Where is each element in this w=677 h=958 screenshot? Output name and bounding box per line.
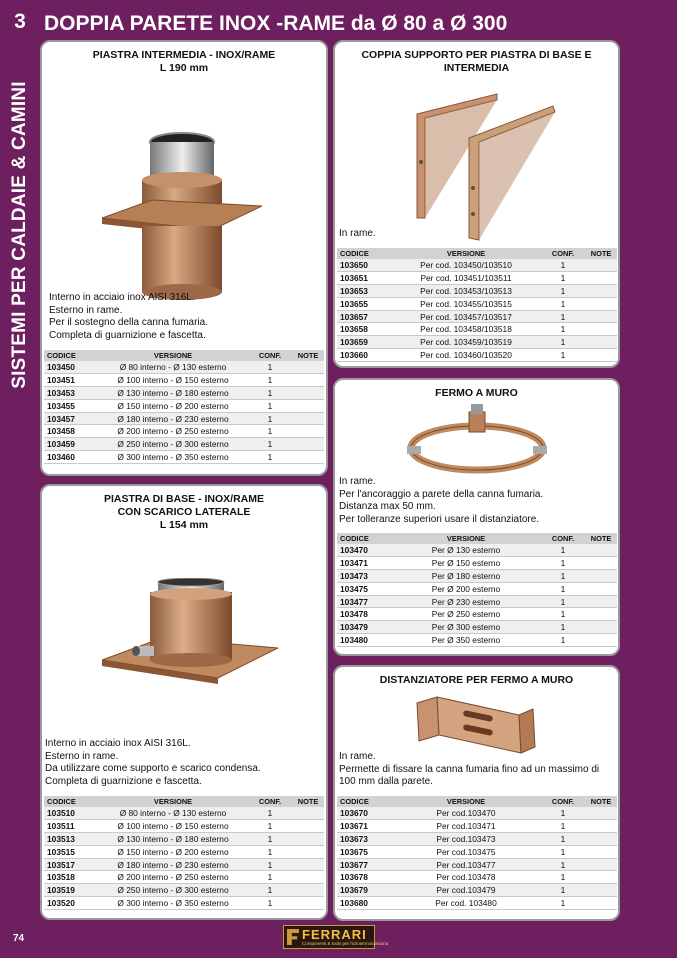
row-note	[292, 897, 324, 910]
table-header-row	[44, 796, 324, 807]
table-row	[44, 425, 324, 438]
row-code: 103459	[44, 438, 98, 451]
header-version: VERSIONE	[98, 796, 248, 807]
row-version: Per Ø 250 esterno	[391, 608, 541, 621]
row-note	[585, 349, 617, 362]
card-title	[335, 380, 618, 400]
row-version: Per cod. 103480	[391, 897, 541, 910]
row-note	[292, 858, 324, 871]
row-note	[585, 845, 617, 858]
row-note	[585, 833, 617, 846]
row-note	[292, 845, 324, 858]
table-row	[44, 412, 324, 425]
row-code: 103471	[337, 557, 391, 570]
header-conf: CONF.	[248, 796, 292, 807]
row-version: Ø 180 interno - Ø 230 esterno	[98, 412, 248, 425]
row-note	[585, 634, 617, 647]
row-conf: 1	[541, 272, 585, 285]
row-version: Per Ø 230 esterno	[391, 595, 541, 608]
row-note	[292, 833, 324, 846]
row-code: 103480	[337, 634, 391, 647]
row-version: Ø 100 interno - Ø 150 esterno	[98, 820, 248, 833]
table-row	[337, 285, 617, 298]
row-code: 103477	[337, 595, 391, 608]
description-line: Da utilizzare come supporto e scarico condensa.	[45, 763, 261, 774]
row-conf: 1	[541, 845, 585, 858]
row-conf: 1	[541, 259, 585, 272]
row-version: Per cod. 103460/103520	[391, 349, 541, 362]
card-title-line: PIASTRA DI BASE - INOX/RAME	[103, 493, 265, 505]
card-title	[335, 667, 618, 687]
card-description	[339, 751, 599, 789]
spec-table	[337, 248, 617, 362]
row-conf: 1	[541, 582, 585, 595]
card-coppia-supporto	[333, 40, 620, 368]
row-conf: 1	[248, 858, 292, 871]
header-code: CODICE	[337, 248, 391, 259]
row-version: Per Ø 300 esterno	[391, 621, 541, 634]
row-version: Per cod. 103455/103515	[391, 297, 541, 310]
description-line: Interno in acciaio inox AISI 316L.	[49, 292, 195, 303]
row-code: 103517	[44, 858, 98, 871]
row-version: Ø 250 interno - Ø 300 esterno	[98, 884, 248, 897]
row-conf: 1	[248, 820, 292, 833]
spec-table	[44, 796, 324, 910]
description-line: In rame.	[339, 228, 376, 239]
table-row	[337, 858, 617, 871]
row-version: Ø 300 interno - Ø 350 esterno	[98, 897, 248, 910]
table-row	[44, 884, 324, 897]
table-row	[337, 557, 617, 570]
header-code: CODICE	[337, 533, 391, 544]
row-code: 103475	[337, 582, 391, 595]
header-note: NOTE	[585, 248, 617, 259]
row-code: 103460	[44, 451, 98, 464]
row-version: Per cod. 103457/103517	[391, 310, 541, 323]
row-version: Ø 200 interno - Ø 250 esterno	[98, 425, 248, 438]
row-conf: 1	[541, 336, 585, 349]
row-conf: 1	[248, 399, 292, 412]
row-code: 103653	[337, 285, 391, 298]
row-note	[585, 858, 617, 871]
row-conf: 1	[541, 349, 585, 362]
card-title-line: COPPIA SUPPORTO PER PIASTRA DI BASE E	[361, 49, 592, 61]
card-title-line: DISTANZIATORE PER FERMO A MURO	[379, 674, 574, 686]
row-conf: 1	[541, 557, 585, 570]
piastra-base-illustration	[102, 578, 278, 690]
table-row	[337, 272, 617, 285]
row-note	[292, 361, 324, 374]
row-note	[585, 582, 617, 595]
row-code: 103511	[44, 820, 98, 833]
header-version: VERSIONE	[391, 796, 541, 807]
table-row	[337, 897, 617, 910]
page-title: DOPPIA PARETE INOX -RAME da Ø 80 a Ø 300	[44, 12, 508, 35]
row-version: Per cod.103471	[391, 820, 541, 833]
row-version: Per cod.103475	[391, 845, 541, 858]
table-row	[337, 608, 617, 621]
row-version: Ø 150 interno - Ø 200 esterno	[98, 399, 248, 412]
row-note	[292, 387, 324, 400]
brand-mark-icon	[287, 929, 299, 945]
table-header-row	[44, 350, 324, 361]
card-title-line: INTERMEDIA	[443, 62, 510, 74]
spec-table	[337, 796, 617, 910]
row-conf: 1	[541, 621, 585, 634]
row-version: Per Ø 180 esterno	[391, 570, 541, 583]
coppia-supporto-illustration	[413, 92, 563, 242]
description-line: Esterno in rame.	[45, 750, 119, 762]
row-conf: 1	[541, 807, 585, 820]
row-code: 103660	[337, 349, 391, 362]
card-piastra-intermedia	[40, 40, 328, 476]
brand-tagline: Componenti & tools per l'idrotermosanitaria	[302, 941, 389, 946]
row-note	[292, 399, 324, 412]
row-code: 103680	[337, 897, 391, 910]
row-code: 103655	[337, 297, 391, 310]
row-conf: 1	[541, 833, 585, 846]
description-line: In rame.	[339, 751, 376, 762]
row-note	[292, 451, 324, 464]
table-row	[337, 582, 617, 595]
row-conf: 1	[248, 438, 292, 451]
row-note	[585, 557, 617, 570]
row-conf: 1	[541, 608, 585, 621]
table-row	[44, 897, 324, 910]
row-conf: 1	[248, 451, 292, 464]
header-note: NOTE	[292, 796, 324, 807]
row-note	[585, 820, 617, 833]
row-note	[585, 259, 617, 272]
row-conf: 1	[248, 374, 292, 387]
row-version: Per cod. 103453/103513	[391, 285, 541, 298]
header-version: VERSIONE	[98, 350, 248, 361]
description-line: Esterno in rame.	[49, 304, 123, 316]
row-version: Per cod. 103459/103519	[391, 336, 541, 349]
row-conf: 1	[248, 412, 292, 425]
row-note	[585, 310, 617, 323]
header-code: CODICE	[44, 796, 98, 807]
row-conf: 1	[541, 310, 585, 323]
table-row	[44, 807, 324, 820]
card-title-line: CON SCARICO LATERALE	[117, 506, 251, 518]
description-line: Completa di guarnizione e fascetta.	[49, 329, 206, 341]
side-section-label-text: SISTEMI PER CALDAIE & CAMINI	[9, 81, 30, 389]
table-row	[337, 884, 617, 897]
row-code: 103658	[337, 323, 391, 336]
row-code: 103470	[337, 544, 391, 557]
row-conf: 1	[541, 323, 585, 336]
description-line: In rame.	[339, 476, 376, 487]
header-version: VERSIONE	[391, 248, 541, 259]
row-note	[585, 272, 617, 285]
card-title-line: PIASTRA INTERMEDIA - INOX/RAME	[92, 49, 276, 61]
row-conf: 1	[541, 285, 585, 298]
row-code: 103450	[44, 361, 98, 374]
row-note	[585, 595, 617, 608]
header-note: NOTE	[585, 533, 617, 544]
row-conf: 1	[248, 425, 292, 438]
row-note	[585, 297, 617, 310]
row-conf: 1	[541, 820, 585, 833]
row-note	[585, 884, 617, 897]
row-code: 103671	[337, 820, 391, 833]
row-conf: 1	[248, 361, 292, 374]
page-number: 74	[13, 933, 25, 944]
card-piastra-base	[40, 484, 328, 920]
row-version: Per cod. 103458/103518	[391, 323, 541, 336]
table-row	[44, 361, 324, 374]
row-note	[585, 807, 617, 820]
row-conf: 1	[248, 387, 292, 400]
row-note	[585, 336, 617, 349]
row-version: Per cod.103473	[391, 833, 541, 846]
description-line: Per tolleranze superiori usare il distanziatore.	[339, 513, 540, 525]
table-row	[337, 349, 617, 362]
table-row	[337, 297, 617, 310]
table-row	[44, 845, 324, 858]
row-conf: 1	[248, 871, 292, 884]
row-note	[585, 897, 617, 910]
card-title	[42, 42, 326, 75]
row-version: Ø 100 interno - Ø 150 esterno	[98, 374, 248, 387]
row-note	[292, 412, 324, 425]
row-code: 103510	[44, 807, 98, 820]
spec-table	[337, 533, 617, 647]
table-row	[337, 807, 617, 820]
row-code: 103451	[44, 374, 98, 387]
row-conf: 1	[541, 897, 585, 910]
table-row	[337, 621, 617, 634]
row-code: 103675	[337, 845, 391, 858]
row-code: 103519	[44, 884, 98, 897]
row-version: Per cod. 103450/103510	[391, 259, 541, 272]
row-code: 103673	[337, 833, 391, 846]
row-conf: 1	[541, 570, 585, 583]
row-note	[292, 425, 324, 438]
table-header-row	[337, 533, 617, 544]
table-row	[337, 323, 617, 336]
row-conf: 1	[541, 297, 585, 310]
spec-table	[44, 350, 324, 464]
row-note	[292, 438, 324, 451]
row-version: Ø 180 interno - Ø 230 esterno	[98, 858, 248, 871]
table-row	[44, 399, 324, 412]
row-conf: 1	[248, 845, 292, 858]
description-line: Distanza max 50 mm.	[339, 501, 436, 512]
card-title	[335, 42, 618, 75]
row-version: Ø 130 interno - Ø 180 esterno	[98, 833, 248, 846]
row-version: Ø 250 interno - Ø 300 esterno	[98, 438, 248, 451]
row-code: 103513	[44, 833, 98, 846]
piastra-intermedia-illustration	[102, 126, 262, 306]
card-title-line: L 154 mm	[159, 519, 209, 531]
row-version: Per Ø 200 esterno	[391, 582, 541, 595]
table-row	[44, 387, 324, 400]
row-code: 103678	[337, 871, 391, 884]
table-row	[44, 820, 324, 833]
row-code: 103478	[337, 608, 391, 621]
row-code: 103479	[337, 621, 391, 634]
row-code: 103520	[44, 897, 98, 910]
row-code: 103457	[44, 412, 98, 425]
row-version: Per cod. 103451/103511	[391, 272, 541, 285]
row-version: Per Ø 150 esterno	[391, 557, 541, 570]
row-code: 103458	[44, 425, 98, 438]
header-conf: CONF.	[541, 533, 585, 544]
description-line: Permette di fissare la canna fumaria fino ad un massimo di	[339, 763, 600, 775]
row-conf: 1	[541, 884, 585, 897]
card-description	[45, 738, 261, 788]
card-description	[339, 476, 543, 526]
row-conf: 1	[248, 807, 292, 820]
table-row	[337, 336, 617, 349]
row-code: 103650	[337, 259, 391, 272]
fermo-muro-illustration	[397, 402, 557, 478]
table-row	[337, 634, 617, 647]
row-conf: 1	[541, 871, 585, 884]
table-row	[337, 570, 617, 583]
row-version: Ø 200 interno - Ø 250 esterno	[98, 871, 248, 884]
card-distanziatore	[333, 665, 620, 921]
row-code: 103679	[337, 884, 391, 897]
card-title	[42, 486, 326, 532]
card-title-line: L 190 mm	[159, 62, 209, 74]
brand-logo	[283, 925, 389, 949]
table-row	[337, 310, 617, 323]
row-note	[585, 285, 617, 298]
table-row	[337, 544, 617, 557]
table-row	[337, 259, 617, 272]
row-note	[585, 621, 617, 634]
description-line: Completa di guarnizione e fascetta.	[45, 775, 202, 787]
header-conf: CONF.	[541, 796, 585, 807]
row-code: 103473	[337, 570, 391, 583]
row-version: Ø 80 interno - Ø 130 esterno	[98, 361, 248, 374]
table-row	[337, 871, 617, 884]
row-code: 103651	[337, 272, 391, 285]
row-version: Per cod.103477	[391, 858, 541, 871]
row-version: Ø 300 interno - Ø 350 esterno	[98, 451, 248, 464]
row-code: 103659	[337, 336, 391, 349]
row-note	[585, 871, 617, 884]
table-row	[337, 595, 617, 608]
row-version: Per cod.103478	[391, 871, 541, 884]
row-version: Per Ø 130 esterno	[391, 544, 541, 557]
header-version: VERSIONE	[391, 533, 541, 544]
row-code: 103455	[44, 399, 98, 412]
row-note	[292, 884, 324, 897]
row-conf: 1	[248, 897, 292, 910]
row-version: Ø 80 interno - Ø 130 esterno	[98, 807, 248, 820]
chapter-number: 3	[14, 10, 26, 33]
row-note	[292, 807, 324, 820]
row-version: Ø 130 interno - Ø 180 esterno	[98, 387, 248, 400]
row-note	[585, 323, 617, 336]
description-line: Interno in acciaio inox AISI 316L.	[45, 738, 191, 749]
table-row	[44, 833, 324, 846]
table-row	[44, 858, 324, 871]
row-conf: 1	[541, 544, 585, 557]
description-line: 100 mm dalla parete.	[339, 776, 433, 787]
row-note	[585, 544, 617, 557]
table-row	[337, 820, 617, 833]
row-version: Per Ø 350 esterno	[391, 634, 541, 647]
row-conf: 1	[541, 858, 585, 871]
header-code: CODICE	[337, 796, 391, 807]
table-row	[44, 871, 324, 884]
row-code: 103453	[44, 387, 98, 400]
row-code: 103657	[337, 310, 391, 323]
row-note	[292, 871, 324, 884]
row-code: 103515	[44, 845, 98, 858]
distanziatore-illustration	[413, 695, 537, 757]
card-description	[339, 228, 376, 241]
header-conf: CONF.	[541, 248, 585, 259]
table-row	[44, 374, 324, 387]
description-line: Per il sostegno della canna fumaria.	[49, 317, 208, 328]
row-conf: 1	[248, 884, 292, 897]
row-code: 103670	[337, 807, 391, 820]
row-note	[292, 820, 324, 833]
row-version: Per cod.103470	[391, 807, 541, 820]
table-row	[44, 438, 324, 451]
row-code: 103518	[44, 871, 98, 884]
table-row	[44, 451, 324, 464]
header-note: NOTE	[292, 350, 324, 361]
row-conf: 1	[541, 595, 585, 608]
side-section-label	[5, 40, 35, 430]
header-note: NOTE	[585, 796, 617, 807]
header-conf: CONF.	[248, 350, 292, 361]
row-note	[585, 608, 617, 621]
table-header-row	[337, 796, 617, 807]
row-conf: 1	[541, 634, 585, 647]
card-title-line: FERMO A MURO	[435, 387, 518, 399]
table-row	[337, 833, 617, 846]
table-header-row	[337, 248, 617, 259]
row-conf: 1	[248, 833, 292, 846]
table-row	[337, 845, 617, 858]
header-code: CODICE	[44, 350, 98, 361]
row-note	[585, 570, 617, 583]
card-description	[49, 292, 208, 342]
description-line: Per l'ancoraggio a parete della canna fumaria.	[339, 488, 544, 500]
brand-name: FERRARI	[302, 927, 367, 942]
row-note	[292, 374, 324, 387]
row-code: 103677	[337, 858, 391, 871]
row-version: Ø 150 interno - Ø 200 esterno	[98, 845, 248, 858]
row-version: Per cod.103479	[391, 884, 541, 897]
card-fermo-muro	[333, 378, 620, 656]
